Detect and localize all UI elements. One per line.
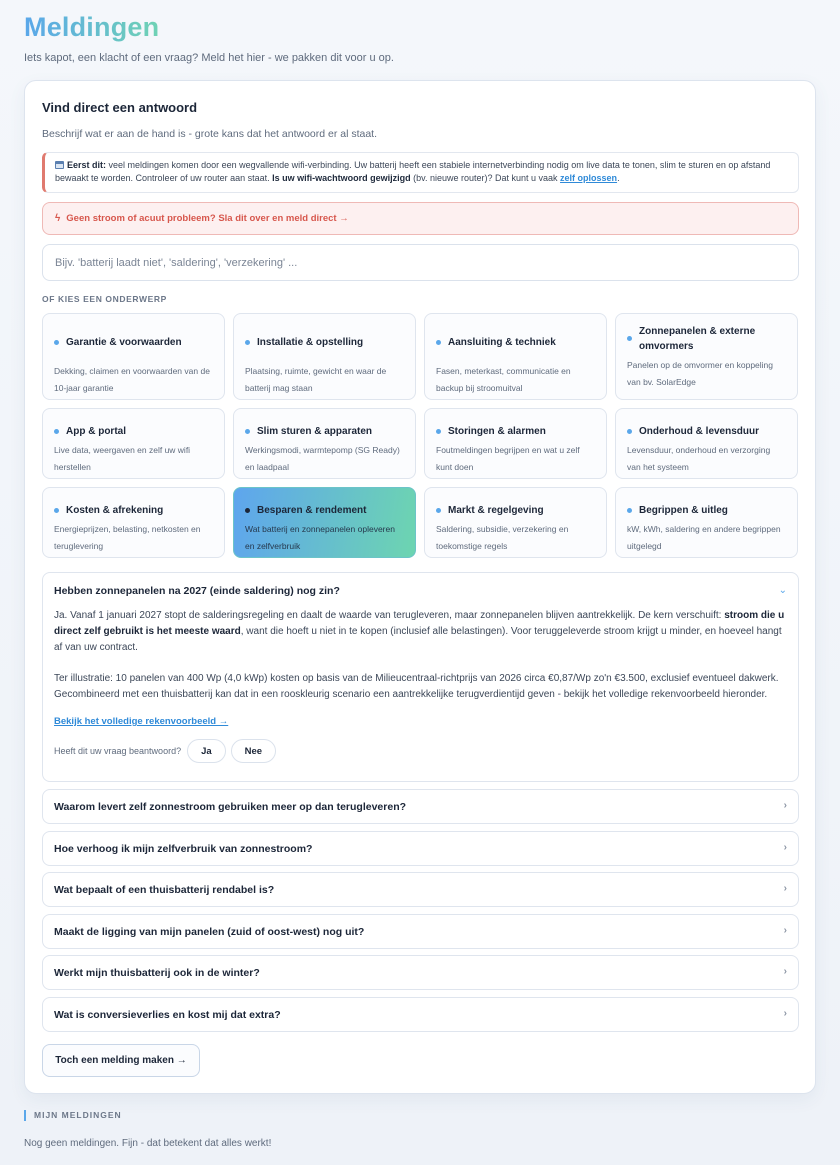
topic-title: Kosten & afrekening (66, 505, 164, 516)
page-title: Meldingen (24, 12, 160, 42)
topic-desc: Energieprijzen, belasting, netkosten en teruglevering (54, 524, 201, 551)
chevron-right-icon: › (783, 1008, 787, 1019)
faq-item-open (42, 572, 799, 782)
topic-desc: Panelen op de omvormer en koppeling van bv. SolarEdge (627, 360, 774, 387)
dot-icon (436, 429, 441, 434)
chevron-right-icon: › (783, 883, 787, 894)
topic-tile-besparen[interactable] (233, 487, 416, 558)
chevron-right-icon: › (783, 925, 787, 936)
faq-question: Wat bepaalt of een thuisbatterij rendabel is? (54, 883, 275, 896)
my-reports-empty: Nog geen meldingen. Fijn - dat betekent dat alles werkt! (24, 1138, 272, 1149)
feedback-label: Heeft dit uw vraag beantwoord? (54, 746, 182, 756)
chevron-right-icon: › (783, 966, 787, 977)
dot-icon (54, 429, 59, 434)
wifi-notice (42, 152, 799, 193)
dot-icon (54, 508, 59, 513)
my-reports-label: MIJN MELDINGEN (24, 1110, 122, 1121)
answer-text: , want die hoeft u niet in te kopen (inclusief alle belastingen). Voor teruggeleverde stroom krijgt u minder, en hoeveel hangt af van uw contract. (54, 626, 782, 653)
faq-question: Maakt de ligging van mijn panelen (zuid of oost-west) nog uit? (54, 925, 365, 938)
answer-bold: stroom die u direct zelf gebruikt is het meeste waard (54, 610, 785, 637)
topic-title: Markt & regelgeving (448, 505, 544, 516)
topic-tile-kosten[interactable] (42, 487, 225, 558)
topic-tile-installatie[interactable] (233, 313, 416, 400)
calculation-example-link[interactable]: Bekijk het volledige rekenvoorbeeld → (54, 716, 229, 727)
topic-grid (42, 313, 799, 558)
urgent-alert-button[interactable] (42, 202, 799, 235)
dot-icon (54, 340, 59, 345)
topic-tile-storingen[interactable] (424, 408, 607, 479)
topic-title: Aansluiting & techniek (448, 337, 556, 348)
create-report-button[interactable]: Toch een melding maken → (42, 1044, 200, 1077)
notice-text-2: (bv. nieuwe router)? Dat kunt u vaak (410, 173, 561, 183)
topic-desc: Live data, weergaven en zelf uw wifi herstellen (54, 445, 191, 472)
faq-answer-paragraph-2: Ter illustratie: 10 panelen van 400 Wp (4,0 kWp) kosten op basis van de Milieucentraal-richtprijs van 2026 circa €0,87/Wp zo'n €3.500, exclusief eventueel dakwerk. Gecombineerd met een thuisbatterij kan dat in een rooskleurig scenario een aantrekkelijke terugverdientijd geven - bekijk het volledige rekenvoorbeeld hieronder. (54, 673, 779, 700)
topic-tile-garantie[interactable] (42, 313, 225, 400)
answer-card (24, 80, 816, 1094)
topic-title: Slim sturen & apparaten (257, 426, 373, 437)
topic-title: Zonnepanelen & externe omvormers (639, 325, 756, 352)
bolt-icon: ϟ (55, 213, 61, 224)
faq-item[interactable] (42, 914, 799, 949)
self-fix-link[interactable]: zelf oplossen (560, 173, 618, 183)
topic-tile-aansluiting[interactable] (424, 313, 607, 400)
topic-tile-slim-sturen[interactable] (233, 408, 416, 479)
dot-icon (627, 336, 632, 341)
faq-question: Wat is conversieverlies en kost mij dat extra? (54, 1008, 281, 1021)
topic-desc: Fasen, meterkast, communicatie en backup bij stroomuitval (436, 366, 571, 393)
card-title: Vind direct een antwoord (42, 100, 198, 115)
topic-desc: Werkingsmodi, warmtepomp (SG Ready) en laadpaal (245, 445, 400, 472)
dot-icon (436, 508, 441, 513)
chevron-right-icon: › (783, 842, 787, 853)
topic-title: Garantie & voorwaarden (66, 337, 182, 348)
notice-lead: Eerst dit: (67, 160, 107, 170)
topic-tile-zonnepanelen[interactable] (615, 313, 798, 400)
monitor-icon (55, 161, 64, 169)
topic-tile-markt[interactable] (424, 487, 607, 558)
topic-title: Besparen & rendement (257, 505, 367, 516)
topic-title: App & portal (66, 426, 126, 437)
answer-text: Ja. Vanaf 1 januari 2027 stopt de salderingsregeling en daalt de waarde van terugleveren, maar zonnepanelen blijven aantrekkelijk. De kern verschuift: (54, 610, 725, 621)
dot-icon (245, 508, 250, 513)
faq-item[interactable] (42, 789, 799, 824)
faq-question: Waarom levert zelf zonnestroom gebruiken meer op dan terugleveren? (54, 800, 407, 813)
chevron-right-icon: › (783, 800, 787, 811)
dot-icon (245, 429, 250, 434)
topic-desc: Foutmeldingen begrijpen en wat u zelf kunt doen (436, 445, 580, 472)
topic-desc: kW, kWh, saldering en andere begrippen uitgelegd (627, 524, 781, 551)
topic-desc: Dekking, claimen en voorwaarden van de 10-jaar garantie (54, 366, 210, 393)
topic-desc: Wat batterij en zonnepanelen opleveren en zelfverbruik (245, 524, 395, 551)
faq-item[interactable] (42, 955, 799, 990)
topic-title: Begrippen & uitleg (639, 505, 728, 516)
topic-title: Onderhoud & levensduur (639, 426, 760, 437)
notice-text-1: veel meldingen komen door een wegvallende wifi-verbinding. Uw batterij heeft een stabiele internetverbinding nodig om live data te tonen, slim te sturen en op afstand bewaakt te worden. Controleer of uw router aan staat. (55, 160, 771, 183)
topic-desc: Levensduur, onderhoud en verzorging van het systeem (627, 445, 771, 472)
page-subtitle: Iets kapot, een klacht of een vraag? Meld het hier - we pakken dit voor u op. (24, 52, 394, 64)
faq-question: Hoe verhoog ik mijn zelfverbruik van zonnestroom? (54, 842, 313, 855)
dot-icon (436, 340, 441, 345)
notice-bold: Is uw wifi-wachtwoord gewijzigd (272, 173, 411, 183)
dot-icon (627, 508, 632, 513)
dot-icon (627, 429, 632, 434)
faq-question: Werkt mijn thuisbatterij ook in de winter? (54, 966, 260, 979)
faq-item[interactable] (42, 997, 799, 1032)
feedback-row (54, 739, 787, 763)
topic-desc: Saldering, subsidie, verzekering en toekomstige regels (436, 524, 569, 551)
chevron-down-icon[interactable]: ⌄ (778, 585, 787, 596)
faq-question[interactable]: Hebben zonnepanelen na 2027 (einde saldering) nog zin? (54, 585, 340, 597)
notice-text-3: . (617, 173, 620, 183)
faq-item[interactable] (42, 831, 799, 866)
topics-label: OF KIES EEN ONDERWERP (42, 294, 167, 304)
topic-tile-begrippen[interactable] (615, 487, 798, 558)
faq-item[interactable] (42, 872, 799, 907)
topic-title: Installatie & opstelling (257, 337, 364, 348)
feedback-yes-button[interactable]: Ja (187, 739, 226, 763)
topic-desc: Plaatsing, ruimte, gewicht en waar de batterij mag staan (245, 366, 387, 393)
card-description: Beschrijf wat er aan de hand is - grote kans dat het antwoord er al staat. (42, 128, 378, 140)
topic-tile-app[interactable] (42, 408, 225, 479)
topic-title: Storingen & alarmen (448, 426, 546, 437)
faq-answer-paragraph-1 (54, 608, 787, 656)
dot-icon (245, 340, 250, 345)
feedback-no-button[interactable]: Nee (231, 739, 276, 763)
urgent-alert-label: Geen stroom of acuut probleem? Sla dit over en meld direct → (66, 213, 349, 224)
topic-tile-onderhoud[interactable] (615, 408, 798, 479)
search-input[interactable] (42, 244, 799, 281)
